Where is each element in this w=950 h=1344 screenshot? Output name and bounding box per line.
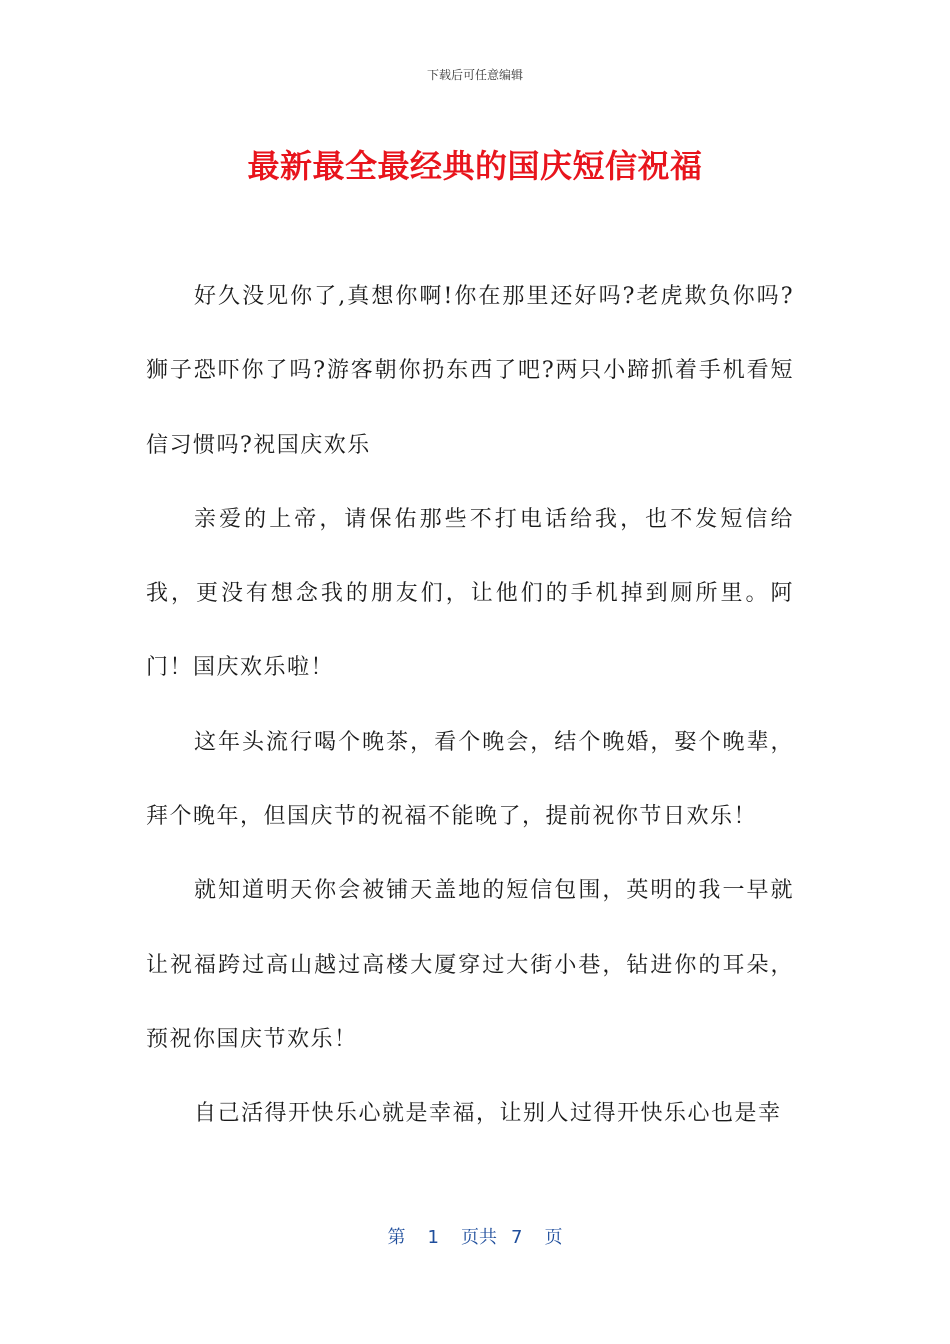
document-title: 最新最全最经典的国庆短信祝福: [247, 147, 703, 185]
paragraph: 亲爱的上帝，请保佑那些不打电话给我，也不发短信给我，更没有想念我的朋友们，让他们的手机掉到厕所里。阿门！国庆欢乐啦！: [146, 506, 794, 681]
header-note: 下载后可任意编辑: [426, 68, 523, 82]
paragraph: 自己活得开快乐心就是幸福，让别人过得开快乐心也是幸: [194, 1101, 782, 1127]
paragraph: 这年头流行喝个晚茶，看个晚会，结个晚婚，娶个晚辈，拜个晚年，但国庆节的祝福不能晚了，提前祝你节日欢乐！: [146, 729, 794, 830]
page-suffix: 页: [544, 1227, 563, 1248]
page-middle: 页共: [461, 1227, 497, 1248]
document-body: [146, 260, 794, 1152]
total-pages: 7: [511, 1227, 523, 1248]
page-footer: [0, 1226, 950, 1250]
paragraph: 就知道明天你会被铺天盖地的短信包围，英明的我一早就让祝福跨过高山越过高楼大厦穿过大街小巷，钻进你的耳朵，预祝你国庆节欢乐！: [146, 878, 794, 1052]
page-number: 1: [427, 1227, 439, 1248]
page-prefix: 第: [387, 1227, 406, 1248]
paragraph: 好久没见你了,真想你啊!你在那里还好吗?老虎欺负你吗?狮子恐吓你了吗?游客朝你扔东西了吧?两只小蹄抓着手机看短信习惯吗?祝国庆欢乐: [146, 284, 794, 458]
